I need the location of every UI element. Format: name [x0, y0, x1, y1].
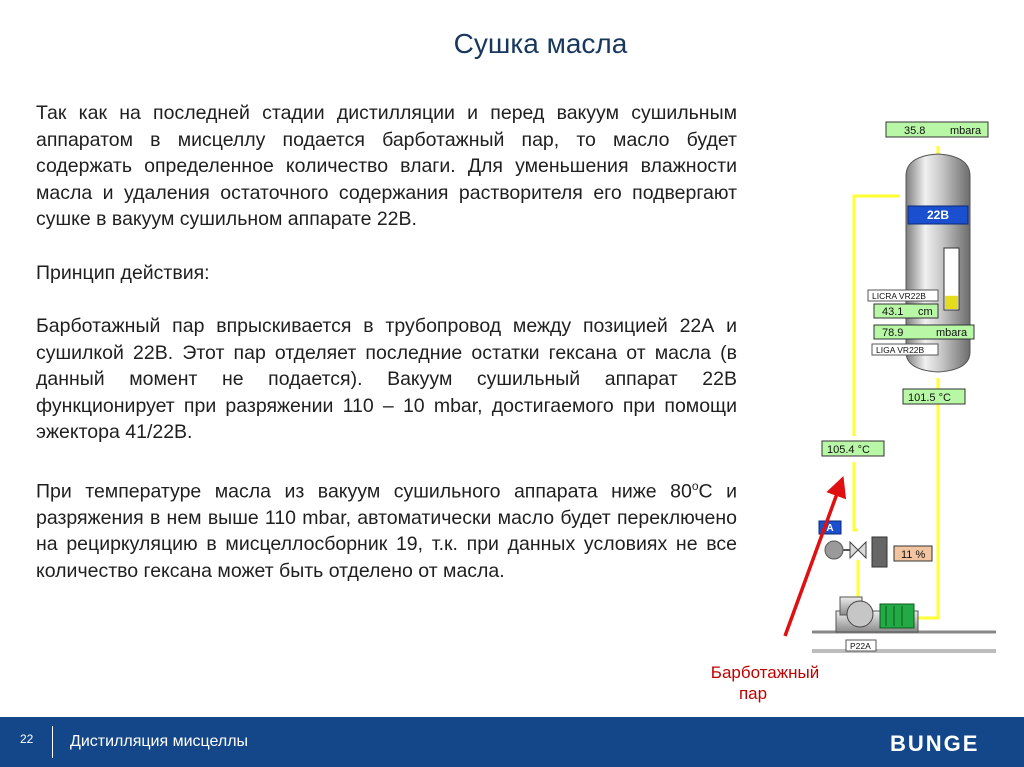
footer-title: Дистилляция мисцеллы [70, 733, 249, 750]
liga-tag [872, 344, 938, 355]
level-display [874, 304, 938, 318]
paragraph: Принцип действия: [36, 261, 210, 284]
vessel-label: 22B [926, 208, 950, 222]
paragraph: Барботажный пар впрыскивается в трубопровод между позицией 22А и сушилкой 22В. Этот пар отделяет последние остатки гексана от масла (в данный момент не подается). Вакуум сушильный аппарат 22В функционирует при разряжении 110 – 10 mbar, достигаемого при помощи эжектора 41/22В. [36, 315, 737, 443]
pressure-mid-value: 78.9 [882, 327, 904, 339]
pump-tag: P22A [850, 641, 871, 651]
svg-text:105.4 °C: 105.4 °C [827, 444, 870, 456]
valve-mode: A [826, 523, 834, 534]
control-valve [819, 521, 932, 567]
degree-superscript: о [691, 478, 699, 493]
footer-bar [0, 717, 1024, 767]
pressure-mid-unit: mbara [936, 327, 968, 339]
page-number: 22 [20, 732, 34, 746]
pump-p22a [812, 597, 996, 651]
pressure-top-value: 35.8 [904, 125, 926, 137]
steam-annotation: Барботажный пар [710, 663, 820, 703]
svg-text:LICRA VR22B: LICRA VR22B [872, 291, 926, 301]
paragraph: Так как на последней стадии дистилляции и перед вакуум сушильным аппаратом в мисцеллу подается барботажный пар, то масло будет содержать определенное количество влаги. Для уменьшения влажности масла и удаления остаточного содержания растворителя его подвергают сушке в вакуум сушильном аппарате 22В. [36, 102, 737, 230]
level-fill [945, 296, 958, 309]
footer-divider [52, 726, 53, 758]
pressure-display-top [886, 122, 988, 137]
temperature-display-right [903, 389, 965, 404]
svg-text:101.5 °C: 101.5 °C [908, 392, 951, 404]
level-unit: cm [918, 306, 933, 318]
pressure-top-unit: mbara [950, 125, 982, 137]
licra-tag [868, 290, 938, 301]
temperature-display-left [822, 441, 884, 456]
paragraph-temperature: При температуре масла из вакуум сушильного аппарата ниже $80^оС$ и разряжения в нем выше 110 mbar, автоматически масло будет переключено на рециркуляцию в мисцеллосборник 19, т.к. при данных условиях не все количество гексана может быть отделено от масла. [36, 478, 737, 582]
bunge-logo: BUNGE [890, 731, 980, 756]
level-value: 43.1 [882, 306, 904, 318]
svg-text:LIGA VR22B: LIGA VR22B [876, 345, 925, 355]
pressure-display-mid [874, 325, 974, 339]
slide-title: Сушка масла [453, 28, 628, 59]
valve-opening: 11 % [901, 549, 926, 561]
